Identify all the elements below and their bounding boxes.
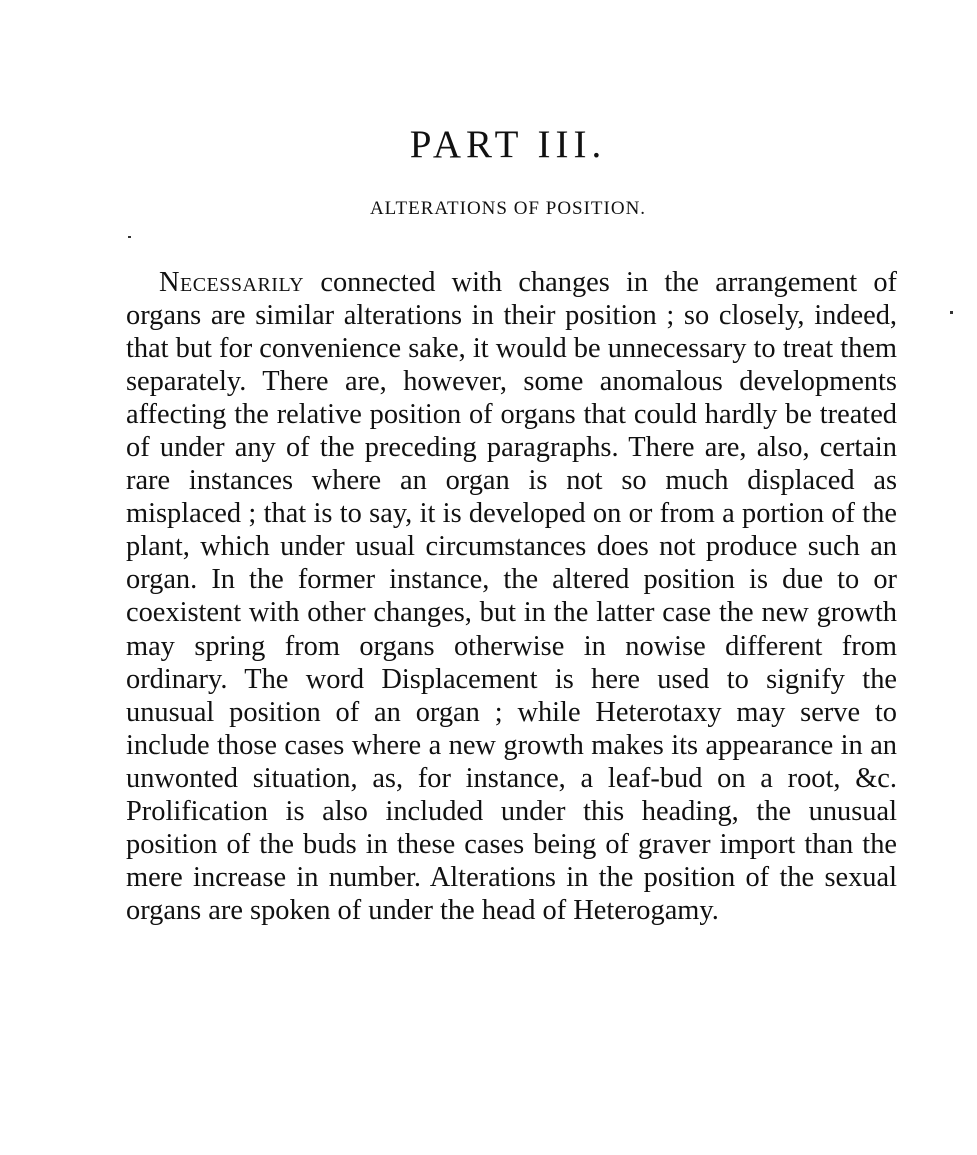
print-speck bbox=[950, 311, 953, 314]
paragraph-text: connected with changes in the arrangement of organs are similar alterations in their position ; so closely, indeed, that but for convenience sake, it would be unnecessary to treat them separately. There are, however, some anomalous developments affecting the relative position of organs that could hardly be treated of under any of the preceding paragraphs. There are, also, certain rare instances where an organ is not so much displaced as misplaced ; that is to say, it is developed on or from a portion of the plant, which under usual circumstances does not produce such an organ. In the former instance, the altered position is due to or coexistent with other changes, but in the latter case the new growth may spring from organs otherwise in nowise different from ordinary. The word Displacement is here used to signify the unusual position of an organ ; while Heterotaxy may serve to include those cases where a new growth makes its appearance in an unwonted situation, as, for instance, a leaf-bud on a root, &c. Prolification is also included under this heading, the unusual position of the buds in these cases being of graver import than the mere increase in number. Alterations in the position of the sexual organs are spoken of under the head of Heterogamy. bbox=[126, 267, 898, 926]
part-title: PART III. bbox=[409, 123, 607, 166]
body-paragraph bbox=[126, 266, 897, 927]
print-speck bbox=[128, 236, 131, 238]
section-title: ALTERATIONS OF POSITION. bbox=[369, 198, 647, 219]
paragraph-lead-word: Necessarily bbox=[159, 267, 305, 298]
